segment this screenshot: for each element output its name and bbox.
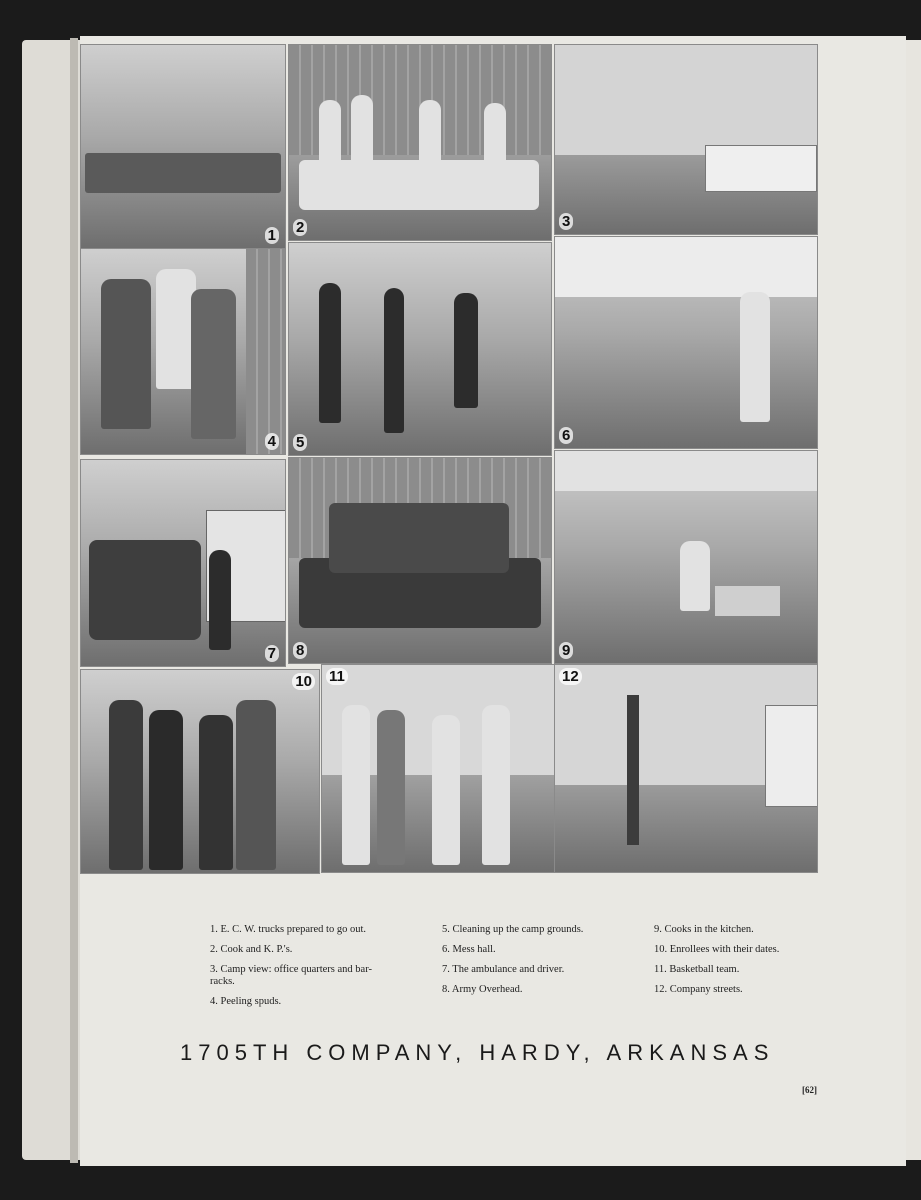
photo-number: 6	[559, 427, 573, 444]
caption-6: 6. Mess hall.	[442, 944, 496, 955]
photo-number: 1	[265, 227, 279, 244]
caption-9: 9. Cooks in the kitchen.	[654, 924, 754, 935]
photo-9-kitchen	[554, 450, 818, 664]
binding-spine	[70, 38, 78, 1163]
caption-11: 11. Basketball team.	[654, 964, 740, 975]
photo-number: 5	[293, 434, 307, 451]
photo-number: 4	[265, 433, 279, 450]
photo-11-basketball-team	[321, 664, 555, 873]
photo-8-army-overhead	[288, 457, 552, 664]
photo-5-cleaning-grounds	[288, 242, 552, 456]
photo-number: 7	[265, 645, 279, 662]
caption-2: 2. Cook and K. P.'s.	[210, 944, 293, 955]
photo-12-company-streets	[554, 664, 818, 873]
yearbook-page	[80, 36, 906, 1166]
caption-8: 8. Army Overhead.	[442, 984, 523, 995]
photo-6-mess-hall	[554, 236, 818, 449]
page-edge	[905, 40, 921, 1160]
photo-2-cooks	[288, 44, 552, 241]
caption-column-3	[654, 924, 824, 1004]
caption-7: 7. The ambulance and driver.	[442, 964, 565, 975]
photo-1-trucks	[80, 44, 286, 249]
caption-1: 1. E. C. W. trucks prepared to go out.	[210, 924, 367, 935]
photo-4-peeling-spuds	[80, 248, 286, 455]
photo-number: 2	[293, 219, 307, 236]
photo-number: 12	[559, 668, 582, 685]
page-number: [62]	[802, 1085, 817, 1095]
page-title: 1705TH COMPANY, HARDY, ARKANSAS	[180, 1040, 775, 1065]
photo-number: 8	[293, 642, 307, 659]
photo-captions	[80, 924, 906, 1024]
photo-number: 3	[559, 213, 573, 230]
photo-number: 10	[292, 673, 315, 690]
photo-10-enrollees-dates	[80, 669, 320, 874]
photo-number: 9	[559, 642, 573, 659]
caption-column-2	[442, 924, 632, 1004]
photo-7-ambulance	[80, 459, 286, 667]
photo-number: 11	[326, 668, 348, 685]
caption-5: 5. Cleaning up the camp grounds.	[442, 924, 584, 935]
caption-column-1	[210, 924, 395, 1016]
caption-10: 10. Enrollees with their dates.	[654, 944, 780, 955]
caption-4: 4. Peeling spuds.	[210, 996, 282, 1007]
caption-12: 12. Company streets.	[654, 984, 743, 995]
photo-3-camp-view	[554, 44, 818, 235]
caption-3: 3. Camp view: office quarters and bar-racks.	[210, 964, 372, 987]
